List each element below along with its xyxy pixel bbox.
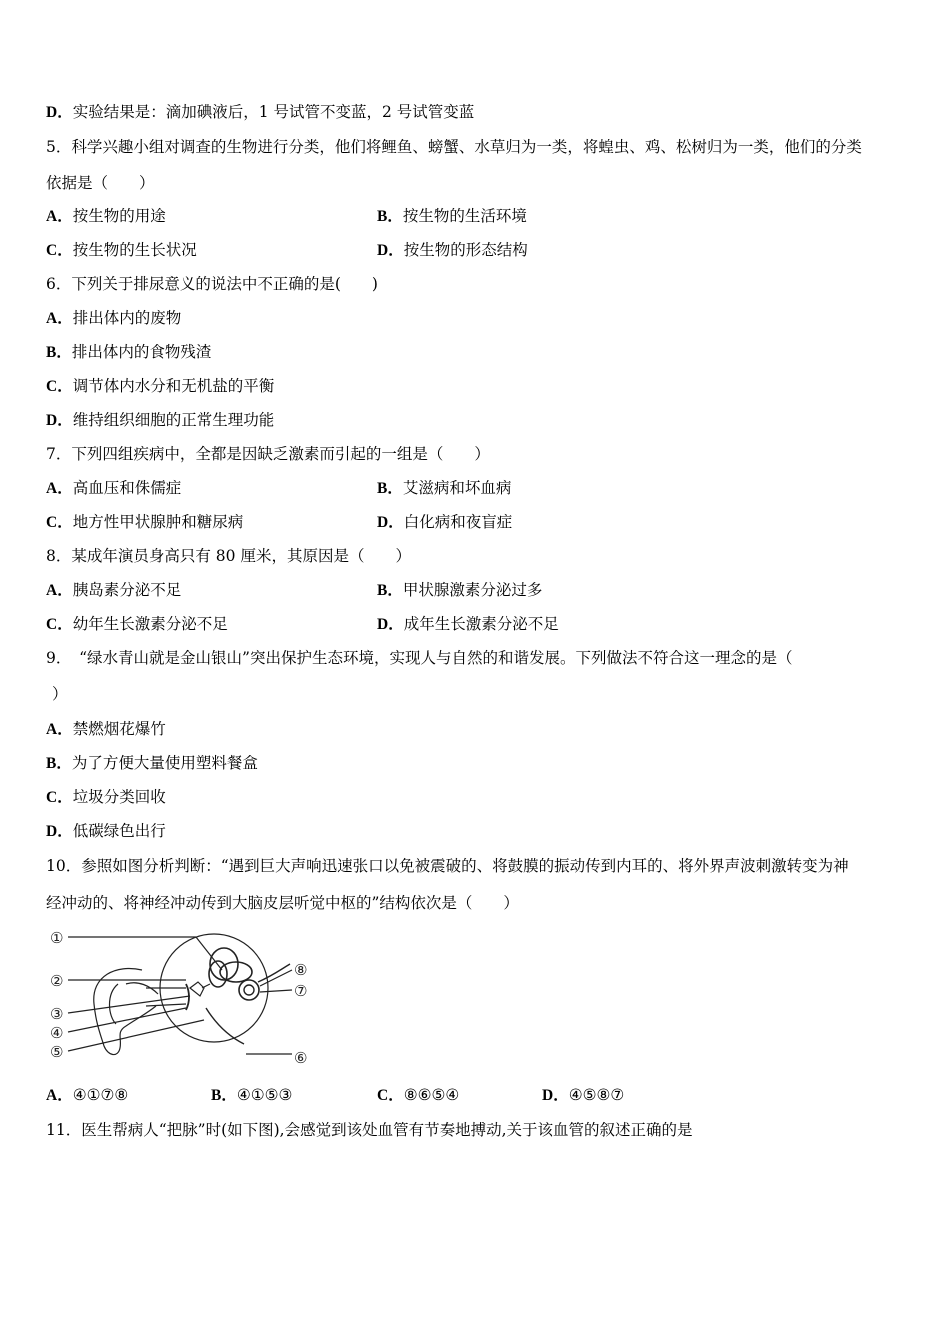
option-text: 维持组织细胞的正常生理功能 [72, 411, 275, 429]
diagram-label-7: ⑦ [294, 982, 308, 1000]
option-label: D． [542, 1087, 569, 1104]
q7-option-b [377, 478, 511, 499]
q8-stem: 8．某成年演员身高只有 80 厘米，其原因是（ ） [46, 547, 411, 565]
option-label: D． [46, 412, 73, 429]
option-text: 成年生长激素分泌不足 [403, 615, 559, 633]
q8-option-d [377, 614, 559, 635]
diagram-label-5: ⑤ [50, 1043, 64, 1061]
q8-option-c [46, 614, 228, 635]
q10-option-b [211, 1085, 292, 1106]
option-text: 实验结果是：滴加碘液后，1 号试管不变蓝，2 号试管变蓝 [72, 103, 475, 121]
diagram-label-6: ⑥ [294, 1049, 308, 1067]
q9-option-a [46, 719, 166, 740]
option-label: D． [46, 823, 73, 840]
option-label: D． [377, 616, 404, 633]
ossicles-shape [190, 982, 204, 996]
option-label: C． [46, 789, 73, 806]
q9-stem-line1: 9． “绿水青山就是金山银山”突出保护生态环境，实现人与自然的和谐发展。下列做法不符合这一理念的是（ [46, 649, 793, 667]
q6-option-a [46, 308, 181, 329]
q4-option-d [46, 102, 474, 123]
q10-stem-line2: 经冲动的、将神经冲动传到大脑皮层听觉中枢的”结构依次是（ ） [46, 894, 519, 912]
q7-stem: 7．下列四组疾病中，全都是因缺乏激素而引起的一组是（ ） [46, 445, 490, 463]
option-text: 调节体内水分和无机盐的平衡 [72, 377, 275, 395]
diagram-label-1: ① [50, 929, 64, 947]
q10-option-d [542, 1085, 624, 1106]
option-label: B． [46, 755, 72, 772]
option-label: B． [46, 344, 72, 361]
option-label: D． [377, 514, 404, 531]
q9-option-c [46, 787, 166, 808]
option-label: A． [46, 721, 73, 738]
q5-option-a [46, 206, 166, 227]
option-text: 甲状腺激素分泌过多 [402, 581, 543, 599]
option-text: ④⑤⑧⑦ [568, 1086, 625, 1104]
option-label: D． [377, 242, 404, 259]
diagram-label-4: ④ [50, 1024, 64, 1042]
diagram-label-8: ⑧ [294, 961, 308, 979]
q9-stem-line2: ） [52, 685, 68, 703]
q5-option-d [377, 240, 528, 261]
q10-option-a [46, 1085, 128, 1106]
option-text: 幼年生长激素分泌不足 [72, 615, 228, 633]
option-text: ④①⑤③ [236, 1086, 293, 1104]
option-text: 低碳绿色出行 [72, 822, 166, 840]
q8-option-b [377, 580, 542, 601]
option-label: A． [46, 480, 73, 497]
q11-stem: 11．医生帮病人“把脉”时(如下图),会感觉到该处血管有节奏地搏动,关于该血管的叙述正确的是 [46, 1121, 693, 1139]
q5-stem-line1: 5．科学兴趣小组对调查的生物进行分类，他们将鲤鱼、螃蟹、水草归为一类，将蝗虫、鸡、松树归为一类，他们的分类 [46, 138, 862, 156]
option-text: ⑧⑥⑤④ [403, 1086, 460, 1104]
q6-stem: 6．下列关于排尿意义的说法中不正确的是( ) [46, 275, 378, 293]
option-label: A． [46, 1087, 73, 1104]
option-text: ④①⑦⑧ [72, 1086, 129, 1104]
option-label: A． [46, 310, 73, 327]
eustachian-tube [206, 1008, 244, 1044]
option-text: 地方性甲状腺肿和糖尿病 [72, 513, 244, 531]
option-text: 按生物的生长状况 [72, 241, 197, 259]
option-label: B． [377, 582, 403, 599]
option-label: C． [46, 242, 73, 259]
option-label: C． [46, 514, 73, 531]
q9-option-d [46, 821, 166, 842]
cochlea-outer [239, 980, 259, 1000]
option-text: 为了方便大量使用塑料餐盒 [71, 754, 258, 772]
cochlea-inner [244, 985, 254, 995]
option-label: C． [46, 616, 73, 633]
option-label: B． [211, 1087, 237, 1104]
option-text: 艾滋病和坏血病 [402, 479, 512, 497]
q5-stem-line2: 依据是（ ） [46, 174, 155, 192]
option-text: 高血压和侏儒症 [72, 479, 182, 497]
q5-option-b [377, 206, 527, 227]
option-label: C． [46, 378, 73, 395]
q7-option-a [46, 478, 181, 499]
option-text: 排出体内的食物残渣 [71, 343, 212, 361]
auricle-outline [94, 968, 156, 1054]
option-text: 垃圾分类回收 [72, 788, 166, 806]
option-text: 按生物的用途 [72, 207, 166, 225]
diagram-label-2: ② [50, 972, 64, 990]
option-text: 白化病和夜盲症 [403, 513, 513, 531]
q7-option-c [46, 512, 243, 533]
q6-option-b [46, 342, 211, 363]
q9-option-b [46, 753, 258, 774]
q6-option-c [46, 376, 274, 397]
option-label: B． [377, 208, 403, 225]
q10-stem-line1: 10．参照如图分析判断：“遇到巨大声响迅速张口以免被震破的、将鼓膜的振动传到内耳的、将外界声波刺激转变为神 [46, 857, 849, 875]
diagram-label-3: ③ [50, 1005, 64, 1023]
q10-option-c [377, 1085, 459, 1106]
q8-option-a [46, 580, 181, 601]
option-text: 排出体内的废物 [72, 309, 182, 327]
option-label: B． [377, 480, 403, 497]
option-label: D． [46, 104, 73, 121]
option-label: A． [46, 208, 73, 225]
option-text: 按生物的生活环境 [402, 207, 527, 225]
q5-option-c [46, 240, 197, 261]
option-text: 禁燃烟花爆竹 [72, 720, 166, 738]
auricle-inner [110, 984, 119, 1024]
ear-structure-diagram [46, 924, 316, 1070]
q7-option-d [377, 512, 512, 533]
option-text: 胰岛素分泌不足 [72, 581, 182, 599]
option-label: A． [46, 582, 73, 599]
option-label: C． [377, 1087, 404, 1104]
q6-option-d [46, 410, 274, 431]
option-text: 按生物的形态结构 [403, 241, 528, 259]
